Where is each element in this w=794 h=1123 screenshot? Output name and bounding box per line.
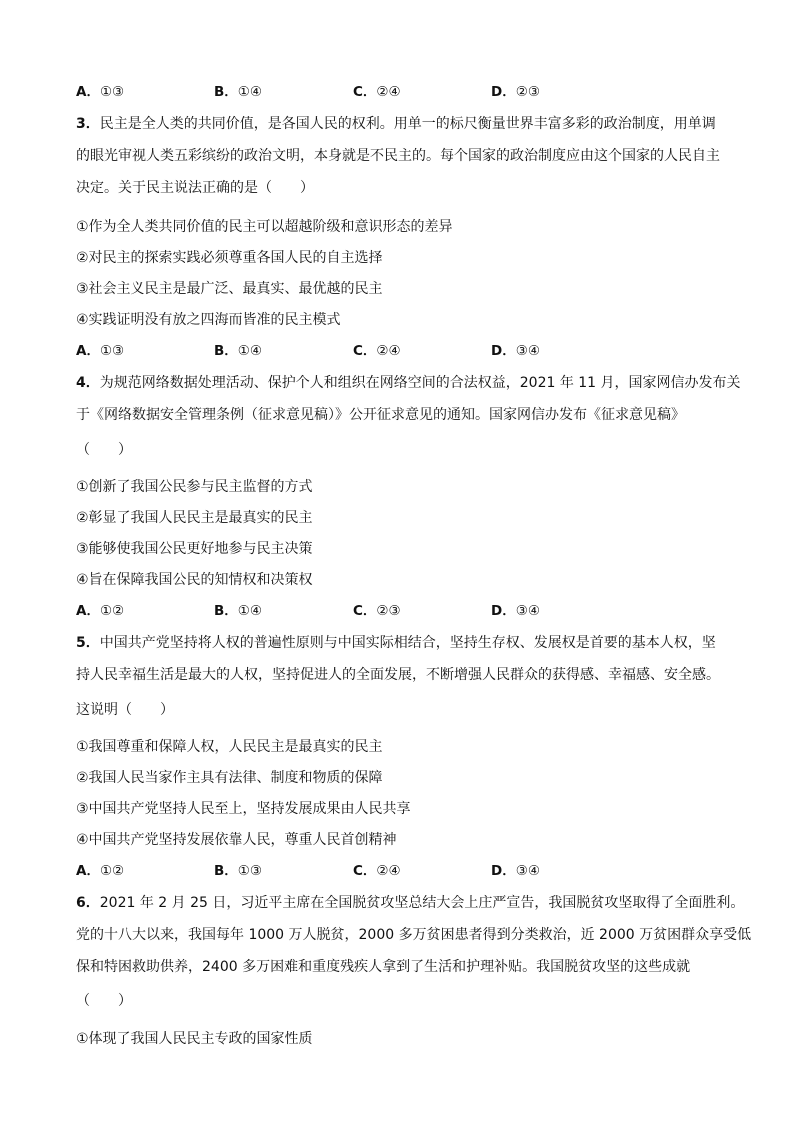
q3-statement-3: ③社会主义民主是最广泛、最真实、最优越的民主 (76, 281, 383, 297)
q5-option-d[interactable]: D．③④ (491, 863, 540, 879)
q4-stem-line-2: 于《网络数据安全管理条例（征求意见稿）》公开征求意见的通知。国家网信办发布《征求意见稿》 (76, 407, 685, 423)
q5-number: 5． (76, 635, 100, 651)
option-d[interactable]: D．②③ (491, 84, 540, 100)
prev-question-options (76, 82, 716, 102)
q3-stem-line-3: 决定。关于民主说法正确的是（ ） (76, 180, 314, 196)
q4-option-a[interactable]: A．①② (76, 603, 125, 619)
q6-stem-line-4: （ ） (76, 993, 132, 1009)
option-a[interactable]: A．①③ (76, 84, 125, 100)
q5-option-a[interactable]: A．①② (76, 863, 125, 879)
q3-option-c[interactable]: C．②④ (353, 343, 401, 359)
q5-stem-line-2: 持人民幸福生活是最大的人权，坚持促进人的全面发展，不断增强人民群众的获得感、幸福感、安全感。 (76, 667, 720, 683)
option-c[interactable]: C．②④ (353, 84, 401, 100)
q4-statement-1: ①创新了我国公民参与民主监督的方式 (76, 479, 313, 495)
q3-option-b[interactable]: B．①④ (214, 343, 263, 359)
q3-statement-4: ④实践证明没有放之四海而皆准的民主模式 (76, 312, 341, 328)
q3-stem-line-1: 3．民主是全人类的共同价值，是各国人民的权利。用单一的标尺衡量世界丰富多彩的政治制度，用单调 (76, 116, 716, 132)
q5-stem-line-1: 5．中国共产党坚持将人权的普遍性原则与中国实际相结合，坚持生存权、发展权是首要的基本人权，坚 (76, 635, 716, 651)
q5-option-c[interactable]: C．②④ (353, 863, 401, 879)
option-b[interactable]: B．①④ (214, 84, 263, 100)
q4-options (76, 601, 716, 621)
q3-option-d[interactable]: D．③④ (491, 343, 540, 359)
q5-statement-4: ④中国共产党坚持发展依靠人民，尊重人民首创精神 (76, 832, 397, 848)
q4-statement-4: ④旨在保障我国公民的知情权和决策权 (76, 572, 313, 588)
q6-stem-line-3: 保和特困救助供养，2400 多万困难和重度残疾人拿到了生活和护理补贴。我国脱贫攻坚的这些成就 (76, 959, 691, 975)
q4-number: 4． (76, 375, 100, 391)
q5-statement-1: ①我国尊重和保障人权，人民民主是最真实的民主 (76, 739, 383, 755)
q3-statement-1: ①作为全人类共同价值的民主可以超越阶级和意识形态的差异 (76, 219, 453, 235)
q4-statement-2: ②彰显了我国人民民主是最真实的民主 (76, 510, 313, 526)
q5-statement-2: ②我国人民当家作主具有法律、制度和物质的保障 (76, 770, 383, 786)
q6-number: 6． (76, 895, 100, 911)
q3-statement-2: ②对民主的探索实践必须尊重各国人民的自主选择 (76, 250, 383, 266)
q5-option-b[interactable]: B．①③ (214, 863, 263, 879)
q3-number: 3． (76, 116, 100, 132)
q4-statement-3: ③能够使我国公民更好地参与民主决策 (76, 541, 313, 557)
q4-option-d[interactable]: D．③④ (491, 603, 540, 619)
q6-stem-line-2: 党的十八大以来，我国每年 1000 万人脱贫，2000 多万贫困患者得到分类救治，近 2000 万贫困群众享受低 (76, 927, 752, 943)
q6-statement-1: ①体现了我国人民民主专政的国家性质 (76, 1031, 313, 1047)
q3-option-a[interactable]: A．①③ (76, 343, 125, 359)
q5-statement-3: ③中国共产党坚持人民至上，坚持发展成果由人民共享 (76, 801, 411, 817)
q4-stem-line-3: （ ） (76, 442, 132, 458)
q3-options (76, 341, 716, 361)
q5-stem-line-3: 这说明（ ） (76, 702, 174, 718)
q4-option-b[interactable]: B．①④ (214, 603, 263, 619)
q4-stem-line-1: 4．为规范网络数据处理活动、保护个人和组织在网络空间的合法权益，2021 年 11 月，国家网信办发布关 (76, 375, 741, 391)
q4-option-c[interactable]: C．②③ (353, 603, 401, 619)
q6-stem-line-1: 6．2021 年 2 月 25 日，习近平主席在全国脱贫攻坚总结大会上庄严宣告，我国脱贫攻坚取得了全面胜利。 (76, 895, 745, 911)
q3-stem-line-2: 的眼光审视人类五彩缤纷的政治文明，本身就是不民主的。每个国家的政治制度应由这个国家的人民自主 (76, 148, 720, 164)
q5-options (76, 861, 716, 881)
